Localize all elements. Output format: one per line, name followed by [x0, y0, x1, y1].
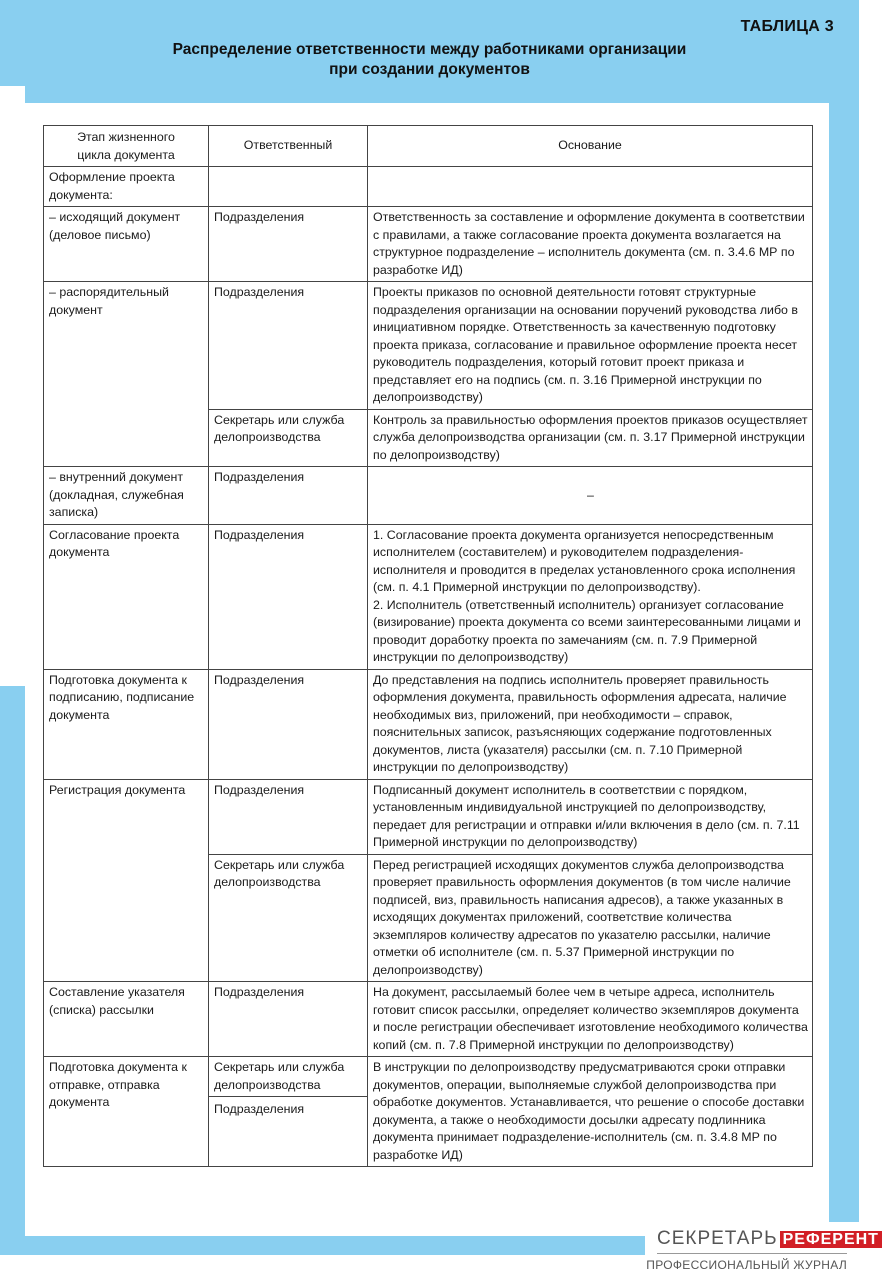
table-row	[44, 1057, 813, 1167]
basis-cell: –	[368, 467, 813, 525]
table-row	[44, 524, 813, 669]
responsible-cell: Подразделения	[209, 207, 368, 282]
basis-cell: До представления на подпись исполнитель проверяет правильность оформления документа, правильность оформления адресата, наличие необходимых виз, приложений, при необходимости – справок, пояснительных записок, разъясняющих содержание подготовленных документов, листа (указателя) рассылки (см. п. 7.10 Примерной инструкции по делопроизводству)	[368, 669, 813, 779]
responsible-cell: Секретарь или служба делопроизводства	[209, 854, 368, 982]
responsible-secretary: Секретарь или служба делопроизводства	[209, 1059, 367, 1097]
responsible-cell	[209, 1057, 368, 1167]
title-line-1: Распределение ответственности между работниками организации	[172, 41, 687, 58]
frame-notch	[0, 86, 25, 686]
basis-cell: Ответственность за составление и оформление документа в соответствии с правилами, а также согласование проекта документа возлагается на структурное подразделение – исполнитель документа (см. п. 3.4.6 МР по разработке ИД)	[368, 207, 813, 282]
stage-cell: – распорядительный документ	[44, 282, 209, 467]
basis-cell	[368, 167, 813, 207]
header-responsible: Ответственный	[209, 126, 368, 167]
stage-cell: Подготовка документа к отправке, отправка документа	[44, 1057, 209, 1167]
basis-paragraph-2: 2. Исполнитель (ответственный исполнитель) организует согласование (визирование) проекта документа со всеми заинтересованными лицами и проводит доработку проекта по замечаниям (см. п. 7.9 Примерной инструкции по делопроизводству)	[373, 597, 801, 664]
logo-name: СЕКРЕТАРЬ	[657, 1228, 778, 1249]
table-row	[44, 207, 813, 282]
header-stage: Этап жизненного цикла документа	[44, 126, 209, 167]
basis-cell: Перед регистрацией исходящих документов служба делопроизводства проверяет правильность оформления документов (в том числе наличие подписей, виз, правильность написания адресов), а также указанных в исходящих документах приложений, соответствие количества экземпляров количеству адресатов по указателю рассылки, наличие отметки об исполнителе (см. п. 5.37 Примерной инструкции по делопроизводству)	[368, 854, 813, 982]
table-row	[44, 982, 813, 1057]
responsible-cell: Подразделения	[209, 669, 368, 779]
stage-cell: Оформление проекта документа:	[44, 167, 209, 207]
page-title	[0, 40, 859, 80]
table-header-row	[44, 126, 813, 167]
responsible-cell	[209, 167, 368, 207]
stage-cell: Регистрация документа	[44, 779, 209, 982]
responsible-cell: Подразделения	[209, 779, 368, 854]
responsible-cell: Подразделения	[209, 467, 368, 525]
table-row	[44, 779, 813, 854]
table-row	[44, 669, 813, 779]
responsibility-table	[43, 125, 813, 1167]
basis-cell: Контроль за правильностью оформления проектов приказов осуществляет служба делопроизводства организации (см. п. 3.17 Примерной инструкции по делопроизводству)	[368, 409, 813, 467]
table-row	[44, 282, 813, 410]
stage-cell: Подготовка документа к подписанию, подписание документа	[44, 669, 209, 779]
basis-cell: Проекты приказов по основной деятельности готовят структурные подразделения организации на основании поручений руководства либо в инициативном порядке. Ответственность за качественную подготовку проекта приказа, согласование и правильное оформление проекта несет руководитель подразделения, который готовит проект приказа и представляет его на подпись (см. п. 3.16 Примерной инструкции по делопроизводству)	[368, 282, 813, 410]
header-basis: Основание	[368, 126, 813, 167]
basis-cell	[368, 524, 813, 669]
title-line-2: при создании документов	[329, 61, 530, 78]
stage-cell: – внутренний документ (докладная, служебная записка)	[44, 467, 209, 525]
responsible-cell: Секретарь или служба делопроизводства	[209, 409, 368, 467]
journal-logo	[645, 1222, 879, 1285]
responsible-cell: Подразделения	[209, 282, 368, 410]
logo-subtitle: ПРОФЕССИОНАЛЬНЫЙ ЖУРНАЛ	[646, 1258, 847, 1272]
basis-cell: В инструкции по делопроизводству предусматриваются сроки отправки документов, операции, выполняемые службой делопроизводства при обработке документов. Устанавливается, что решение о способе доставки документа, а также о необходимости досылки адресату подлинника документа принимает подразделение-исполнитель (см. п. 3.4.8 МР по разработке ИД)	[368, 1057, 813, 1167]
logo-wordmark	[657, 1228, 882, 1250]
table-label: ТАБЛИЦА 3	[740, 18, 834, 35]
basis-cell: На документ, рассылаемый более чем в четыре адреса, исполнитель готовит список рассылки, определяет количество экземпляров документа и после регистрации обеспечивает изготовление необходимого количества копий (см. п. 7.8 Примерной инструкции по делопроизводству)	[368, 982, 813, 1057]
table-row	[44, 467, 813, 525]
responsible-cell: Подразделения	[209, 982, 368, 1057]
responsible-cell: Подразделения	[209, 524, 368, 669]
table-row	[44, 167, 813, 207]
responsible-departments: Подразделения	[214, 1102, 305, 1116]
stage-cell: Согласование проекта документа	[44, 524, 209, 669]
basis-paragraph-1: 1. Согласование проекта документа организуется непосредственным исполнителем (составителем) и руководителем подразделения-исполнителя и проводится в пределах установленного срока исполнения (см. п. 4.1 Примерной инструкции по делопроизводству).	[373, 527, 796, 594]
stage-cell: Составление указателя (списка) рассылки	[44, 982, 209, 1057]
logo-brand: РЕФЕРЕНТ	[780, 1231, 882, 1248]
stage-cell: – исходящий документ (деловое письмо)	[44, 207, 209, 282]
logo-divider	[657, 1253, 847, 1254]
basis-cell: Подписанный документ исполнитель в соответствии с порядком, установленным индивидуальной инструкцией по делопроизводству, передает для регистрации и отправки и/или включения в дело (см. п. 7.11 Примерной инструкции по делопроизводству)	[368, 779, 813, 854]
